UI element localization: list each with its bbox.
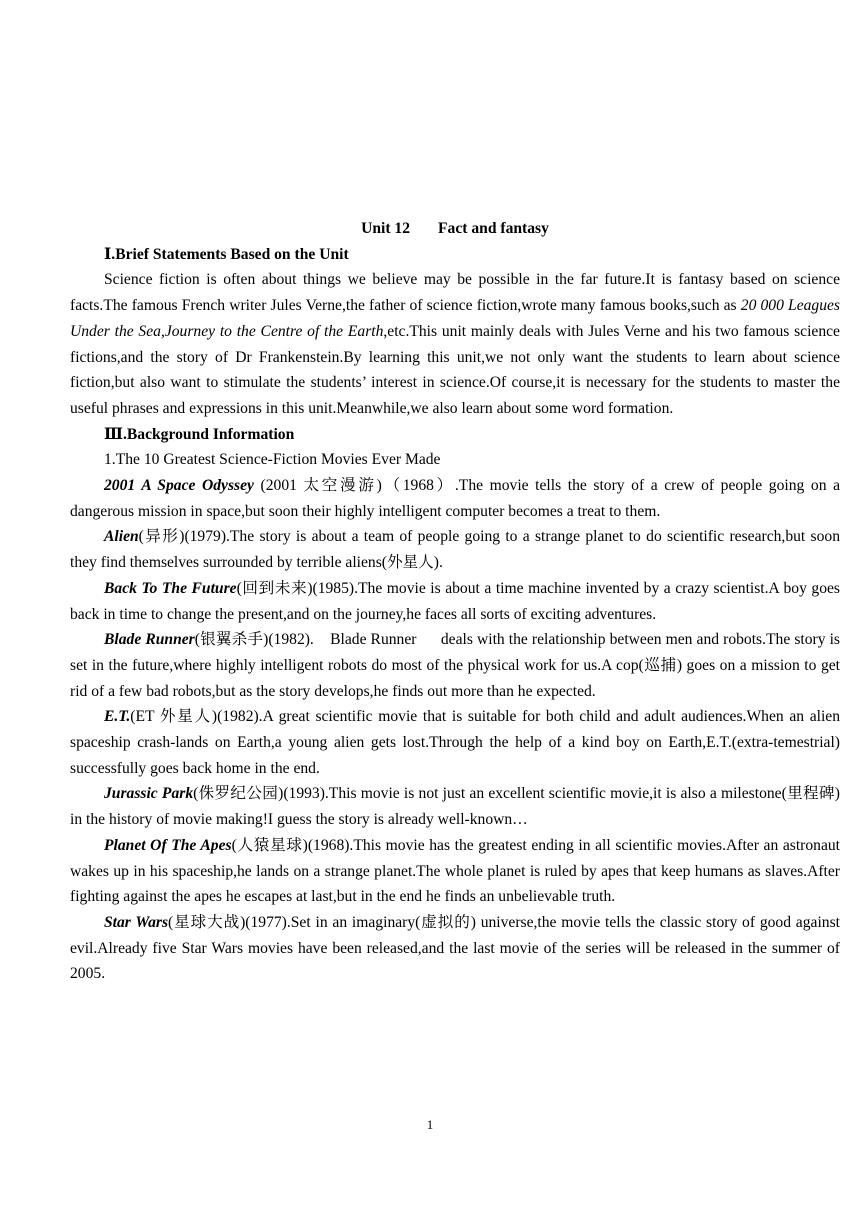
movie-entry [70,910,840,987]
movie-entry [70,524,840,575]
unit-name: Fact and fantasy [438,220,549,237]
movie-entry [70,781,840,832]
movie-description: (侏罗纪公园)(1993).This movie is not just an excellent scientific movie,it is also a milestone(里程碑) in the history of movie making!I guess the story is already well-known… [70,785,841,829]
movie-entry [70,704,840,781]
movie-entry [70,473,840,524]
movies-list-heading: 1.The 10 Greatest Science-Fiction Movies Ever Made [104,451,441,469]
movie-description: (回到未来)(1985).The movie is about a time machine invented by a crazy scientist.A boy goes back in time to change the present,and on the journey,he faces all sorts of exciting adventures. [70,579,840,623]
movie-title: Alien [104,528,139,546]
movie-description: (ET 外星人)(1982).A great scientific movie that is suitable for both child and adult audiences.When an alien spaceship crash-lands on Earth,a young alien gets lost.Through the help of a kind boy on Earth,E.T.(extra-temestrial) successfully goes back home in the end. [70,708,840,777]
brief-statement-paragraph [70,267,840,421]
movie-title: Star Wars [104,913,169,931]
movie-title: Jurassic Park [104,785,194,803]
document-page [70,216,844,987]
movie-entry [70,833,840,910]
book-title-1: 20 000 Leagues Under the Sea [70,297,840,340]
section-heading-background: Ⅲ.Background Information [104,425,295,443]
movie-title: Blade Runner [104,631,195,649]
unit-number: Unit 12 [361,220,411,237]
page-title [70,216,840,242]
movie-title: 2001 A Space Odyssey [104,477,254,495]
book-title-2: Journey to the Centre of the Earth [164,322,384,340]
movie-title: Planet Of The Apes [104,836,232,854]
section-heading-brief: Ⅰ.Brief Statements Based on the Unit [104,245,349,263]
book-separator: , [160,322,165,340]
movie-entry [70,576,840,627]
movie-entry [70,627,844,704]
movie-description: (银翼杀手)(1982). Blade Runner deals with the relationship between men and robots.The story is set in the future,where highly intelligent robots do most of the physical work for us.A cop(巡捕) goes on a mission to get rid of a few bad robots,but as the story develops,he finds out more than he expected. [70,631,844,700]
movie-title: Back To The Future [104,579,237,597]
brief-text-a: Science fiction is often about things we believe may be possible in the far future.It is fantasy based on science facts.The famous French writer Jules Verne,the father of science fiction,wrote many famous books,such as [70,271,840,315]
movie-description: (人猿星球)(1968).This movie has the greatest ending in all scientific movies.After an astronaut wakes up in his spaceship,he lands on a strange planet.The whole planet is ruled by apes that keep humans as slaves.After fighting against the apes he escapes at last,but in the end he finds an unbelievable truth. [70,836,840,906]
movie-description: (星球大战)(1977).Set in an imaginary(虚拟的) universe,the movie tells the classic story of good against evil.Already five Star Wars movies have been released,and the last movie of the series will be released in the summer of 2005. [70,913,840,983]
movie-title: E.T. [104,708,131,726]
movie-description: (2001 太空漫游)（1968）.The movie tells the story of a crew of people going on a dangerous mission in space,but soon their highly intelligent computer becomes a treat to them. [70,477,840,520]
brief-text-b: ,etc.This unit mainly deals with Jules Verne and his two famous science fictions,and the story of Dr Frankenstein.By learning this unit,we not only want the students to learn about science fiction,but also want to stimulate the students’ interest in science.Of course,it is necessary for the students to master the useful phrases and expressions in this unit.Meanwhile,we also learn about some word formation. [70,322,840,417]
movie-description: (异形)(1979).The story is about a team of people going to a strange planet to do scientific research,but soon they find themselves surrounded by terrible aliens(外星人). [70,528,840,572]
page-number: 1 [426,1117,434,1132]
